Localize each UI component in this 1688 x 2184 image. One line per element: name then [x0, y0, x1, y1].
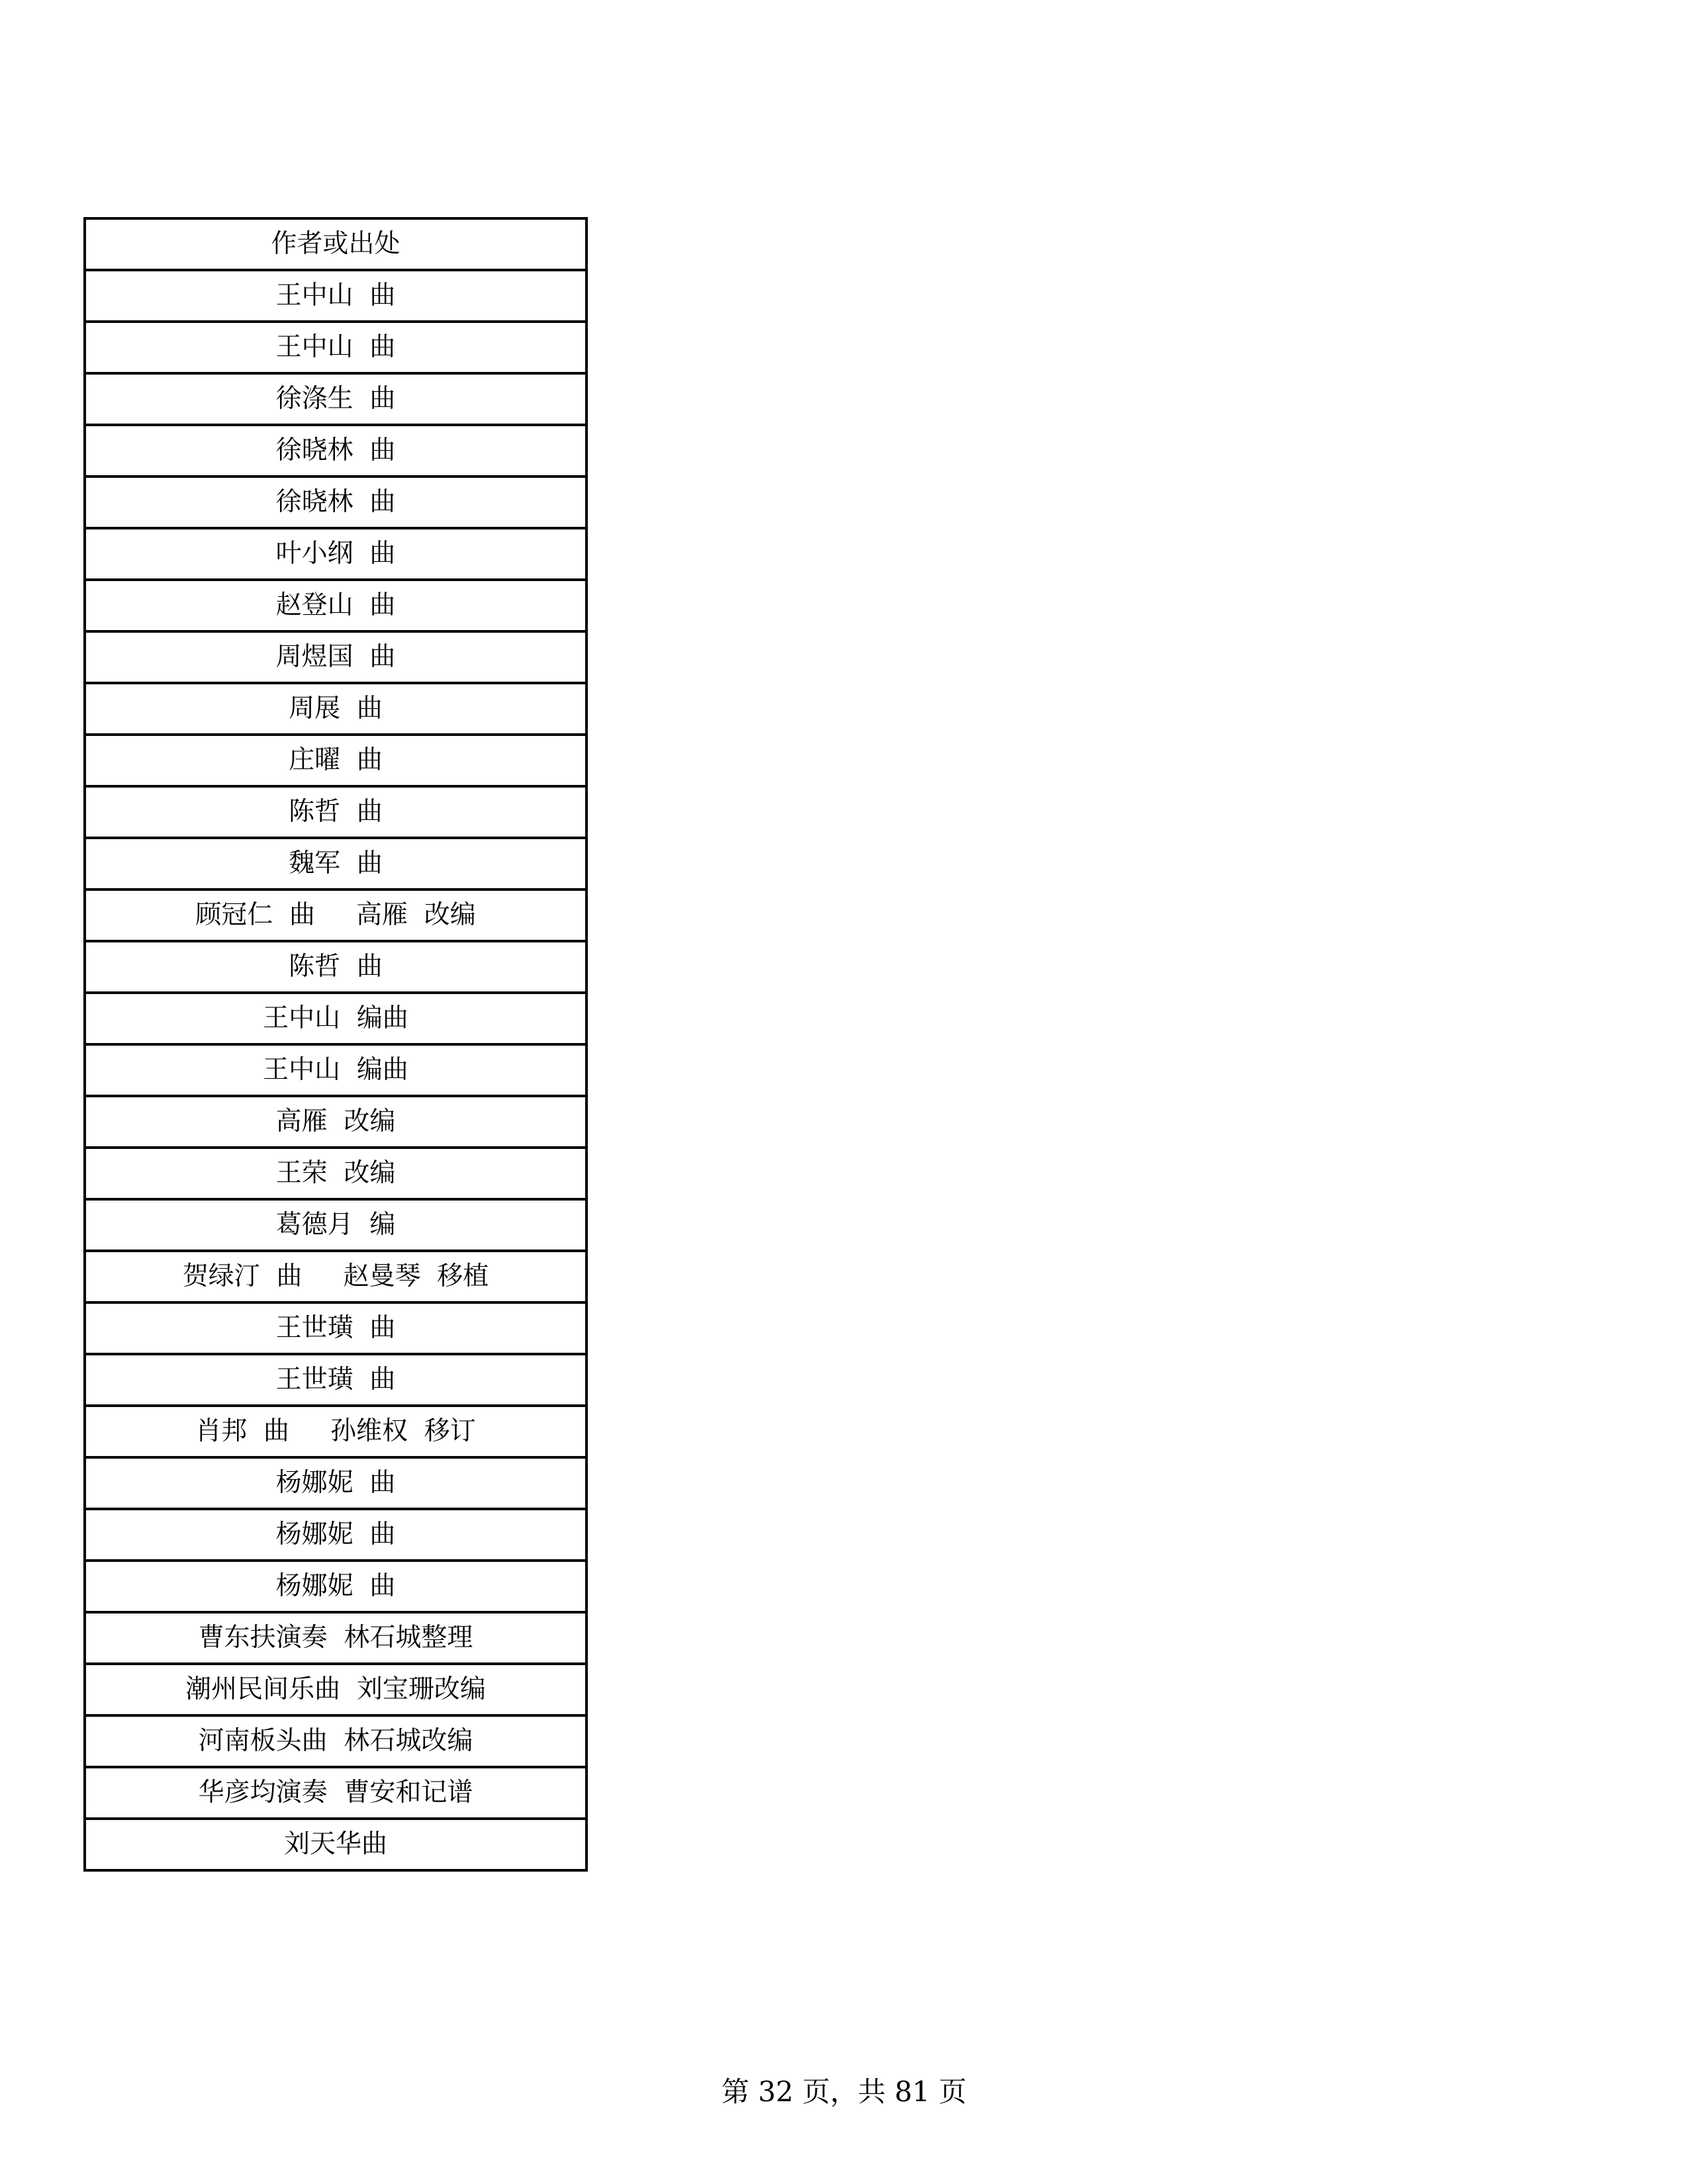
table-cell-author: 葛德月 编	[85, 1199, 586, 1251]
table-row	[85, 683, 586, 735]
table-cell-author: 王世璜 曲	[85, 1302, 586, 1354]
table-row	[85, 1148, 586, 1199]
table-row	[85, 1457, 586, 1509]
table-row	[85, 1509, 586, 1561]
table-cell-author: 华彦均演奏 曹安和记谱	[85, 1767, 586, 1819]
table-cell-author: 王荣 改编	[85, 1148, 586, 1199]
table-row	[85, 580, 586, 631]
table-cell-author: 刘天华曲	[85, 1819, 586, 1870]
table-row	[85, 735, 586, 786]
table-row	[85, 993, 586, 1044]
table-row	[85, 1767, 586, 1819]
table-cell-author: 王世璜 曲	[85, 1354, 586, 1406]
table-cell-author: 潮州民间乐曲 刘宝珊改编	[85, 1664, 586, 1715]
table-row	[85, 1612, 586, 1664]
table-row	[85, 1044, 586, 1096]
table-row	[85, 322, 586, 373]
table-row	[85, 1664, 586, 1715]
table-row	[85, 1251, 586, 1302]
table-row	[85, 373, 586, 425]
table-cell-author: 贺绿汀 曲 赵曼琴 移植	[85, 1251, 586, 1302]
table-row	[85, 1302, 586, 1354]
table-cell-author: 曹东扶演奏 林石城整理	[85, 1612, 586, 1664]
table-cell-author: 庄曜 曲	[85, 735, 586, 786]
column-header-author: 作者或出处	[85, 218, 586, 270]
table-row	[85, 1406, 586, 1457]
table-cell-author: 杨娜妮 曲	[85, 1457, 586, 1509]
table-cell-author: 徐晓林 曲	[85, 477, 586, 528]
table-row	[85, 270, 586, 322]
table-cell-author: 王中山 曲	[85, 270, 586, 322]
table-cell-author: 徐涤生 曲	[85, 373, 586, 425]
table-cell-author: 魏军 曲	[85, 838, 586, 889]
table-cell-author: 王中山 编曲	[85, 993, 586, 1044]
author-source-table	[83, 217, 588, 1872]
table-cell-author: 王中山 编曲	[85, 1044, 586, 1096]
table-body	[85, 270, 586, 1870]
table-row	[85, 786, 586, 838]
table-row	[85, 941, 586, 993]
table-row	[85, 631, 586, 683]
table-row	[85, 889, 586, 941]
table-cell-author: 陈哲 曲	[85, 786, 586, 838]
table-cell-author: 王中山 曲	[85, 322, 586, 373]
table-cell-author: 高雁 改编	[85, 1096, 586, 1148]
table-cell-author: 杨娜妮 曲	[85, 1509, 586, 1561]
table-row	[85, 1199, 586, 1251]
table-row	[85, 1819, 586, 1870]
table-row	[85, 477, 586, 528]
table-cell-author: 周煜国 曲	[85, 631, 586, 683]
table-row	[85, 838, 586, 889]
table-cell-author: 陈哲 曲	[85, 941, 586, 993]
table-row	[85, 425, 586, 477]
table-cell-author: 叶小纲 曲	[85, 528, 586, 580]
table-cell-author: 杨娜妮 曲	[85, 1561, 586, 1612]
table-cell-author: 赵登山 曲	[85, 580, 586, 631]
table-cell-author: 徐晓林 曲	[85, 425, 586, 477]
table-cell-author: 顾冠仁 曲 高雁 改编	[85, 889, 586, 941]
table-row	[85, 1561, 586, 1612]
table-cell-author: 周展 曲	[85, 683, 586, 735]
table-cell-author: 肖邦 曲 孙维权 移订	[85, 1406, 586, 1457]
table-row	[85, 1354, 586, 1406]
table-cell-author: 河南板头曲 林石城改编	[85, 1715, 586, 1767]
page-number-footer: 第 32 页，共 81 页	[721, 2075, 967, 2108]
table-row	[85, 528, 586, 580]
table-row	[85, 1715, 586, 1767]
table-row	[85, 1096, 586, 1148]
table-header-row	[85, 218, 586, 270]
